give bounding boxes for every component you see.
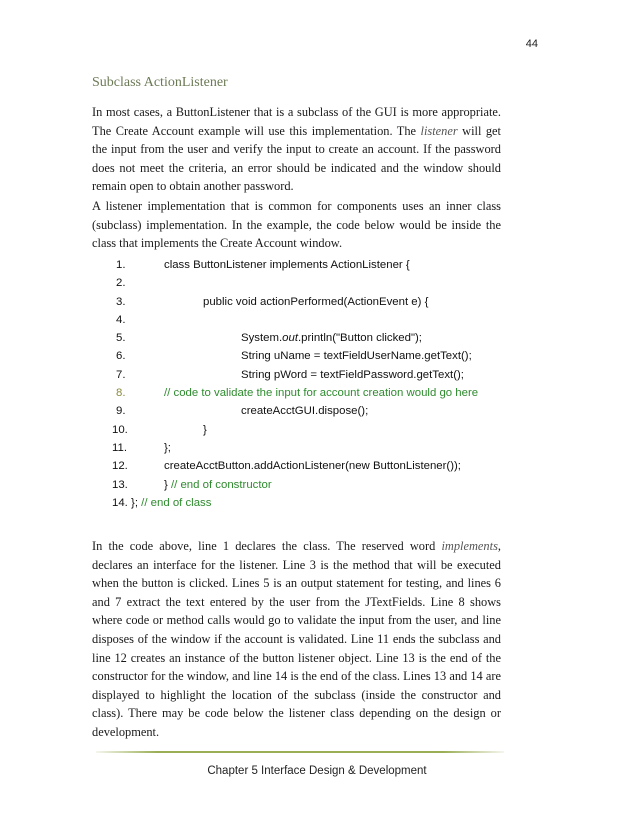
code-comment: // code to validate the input for account creation would go here	[164, 387, 479, 400]
code-text-part: .println("Button clicked");	[298, 332, 422, 345]
code-line	[92, 497, 522, 515]
paragraph-listener: A listener implementation that is common for components uses an inner class (subclass) implementation. In the example, the code below would be inside the class that implements the Create Account window.	[92, 199, 501, 251]
code-text-part: };	[127, 496, 138, 509]
code-text: createAcctGUI.dispose();	[241, 405, 369, 418]
code-text	[112, 497, 211, 509]
code-text: public void actionPerformed(ActionEvent e) {	[203, 295, 429, 308]
code-listing	[92, 259, 522, 515]
paragraph-text: will get the input from the user and verify the input to create an account. If the password does not meet the criteria, an error should be indicated and the window should remain open to obtain another password.	[92, 123, 502, 194]
paragraph-text: In the code above, line 1 declares the class. The reserved word	[92, 539, 442, 553]
code-text: String uName = textFieldUserName.getText();	[241, 350, 472, 363]
paragraph-text: , declares an interface for the listener. Line 3 is the method that will be executed when the button is clicked. Lines 5 is an output statement for testing, and lines 6 and 7 extract the text entered by the user from the JTextFields. Line 8 shows where code or method calls would go to validate the input from the user, and line disposes of the window if the account is validated. Line 11 ends the subclass and line 12 creates an instance of the button listener object. Line 13 is the end of the constructor for the window, and line 14 is the end of the class. Lines 13 and 14 are displayed to highlight the location of the subclass (inside the constructor and class). There may be code below the listener class depending on the design or development.	[92, 539, 501, 739]
code-line	[92, 277, 522, 295]
footer-divider	[96, 751, 504, 753]
line-number: 11.	[112, 441, 127, 454]
code-text-part: System.	[241, 332, 283, 345]
line-number: 4.	[116, 313, 126, 326]
paragraph-intro	[92, 103, 501, 196]
code-line	[92, 314, 522, 332]
code-line	[92, 332, 522, 350]
code-line	[92, 350, 522, 368]
code-line	[92, 479, 522, 497]
code-line	[92, 405, 522, 423]
line-number: 14.	[112, 496, 128, 509]
code-line	[92, 387, 522, 405]
line-number: 2.	[116, 277, 126, 290]
code-text-italic: out	[282, 332, 298, 345]
section-heading: Subclass ActionListener	[92, 75, 228, 90]
code-text: }	[203, 423, 207, 436]
code-text: };	[164, 441, 171, 454]
line-number: 8.	[116, 387, 126, 400]
paragraph-text: In most cases, a ButtonListener that is a subclass of the GUI is more appropriate. The Create Account example will use this implementation. The	[92, 105, 501, 138]
code-text	[241, 332, 422, 344]
line-number: 7.	[116, 368, 126, 381]
emphasis-listener: listener	[420, 123, 458, 138]
line-number: 1.	[116, 259, 126, 271]
line-number: 12.	[112, 460, 128, 473]
code-line	[92, 369, 522, 387]
line-number: 10.	[112, 423, 128, 436]
line-number: 3.	[116, 295, 126, 308]
code-comment: // end of class	[137, 496, 212, 509]
paragraph-explanation	[92, 537, 501, 742]
line-number: 13.	[112, 478, 128, 491]
code-line	[92, 442, 522, 460]
code-text: createAcctButton.addActionListener(new ButtonListener());	[164, 460, 461, 473]
code-comment: // end of constructor	[167, 478, 272, 491]
code-text: class ButtonListener implements ActionListener {	[164, 259, 410, 271]
code-line	[92, 424, 522, 442]
page-number: 44	[525, 38, 538, 50]
line-number: 9.	[116, 405, 126, 418]
code-text: String pWord = textFieldPassword.getText();	[241, 368, 464, 381]
code-line	[92, 259, 522, 277]
code-line	[92, 460, 522, 478]
code-text	[164, 479, 272, 491]
line-number: 6.	[116, 350, 126, 363]
chapter-footer: Chapter 5 Interface Design & Development	[207, 765, 427, 777]
code-text-part: }	[164, 478, 168, 491]
emphasis-implements: implements	[441, 539, 498, 553]
code-line	[92, 296, 522, 314]
line-number: 5.	[116, 332, 126, 345]
